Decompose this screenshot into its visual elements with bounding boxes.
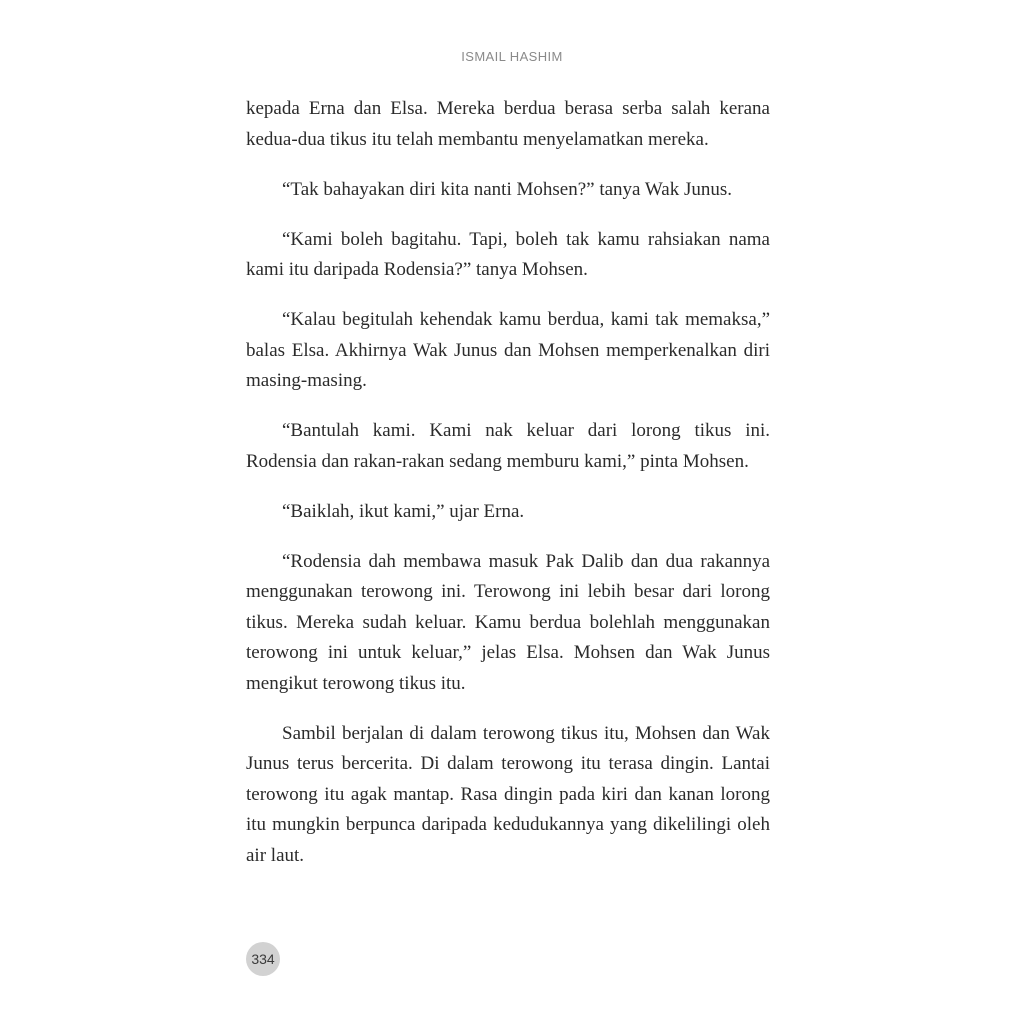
body-text: [246, 94, 770, 891]
paragraph-5: “Bantulah kami. Kami nak keluar dari lorong tikus ini. Rodensia dan rakan-rakan sedang memburu kami,” pinta Mohsen.: [246, 420, 770, 472]
paragraph-4: “Kalau begitulah kehendak kamu berdua, kami tak memaksa,” balas Elsa. Akhirnya Wak Junus dan Mohsen memperkenalkan diri masing-masing.: [246, 309, 770, 391]
running-header: ISMAIL HASHIM: [461, 49, 563, 64]
paragraph-1: kepada Erna dan Elsa. Mereka berdua berasa serba salah kerana kedua-dua tikus itu telah membantu menyelamatkan mereka.: [246, 98, 770, 150]
paragraph-7: “Rodensia dah membawa masuk Pak Dalib dan dua rakannya menggunakan terowong ini. Terowong ini lebih besar dari lorong tikus. Mereka sudah keluar. Kamu berdua bolehlah menggunakan terowong ini untuk keluar,” jelas Elsa. Mohsen dan Wak Junus mengikut terowong tikus itu.: [246, 550, 770, 694]
page-number-badge: 334: [246, 942, 280, 976]
paragraph-6: “Baiklah, ikut kami,” ujar Erna.: [282, 500, 525, 522]
paragraph-3: “Kami boleh bagitahu. Tapi, boleh tak kamu rahsiakan nama kami itu daripada Rodensia?” tanya Mohsen.: [246, 228, 770, 280]
paragraph-8: Sambil berjalan di dalam terowong tikus itu, Mohsen dan Wak Junus terus bercerita. Di dalam terowong itu terasa dingin. Lantai terowong itu agak mantap. Rasa dingin pada kiri dan kanan lorong itu mungkin berpunca daripada kedudukannya yang dikelilingi oleh air laut.: [246, 722, 770, 866]
paragraph-2: “Tak bahayakan diri kita nanti Mohsen?” tanya Wak Junus.: [282, 178, 733, 200]
